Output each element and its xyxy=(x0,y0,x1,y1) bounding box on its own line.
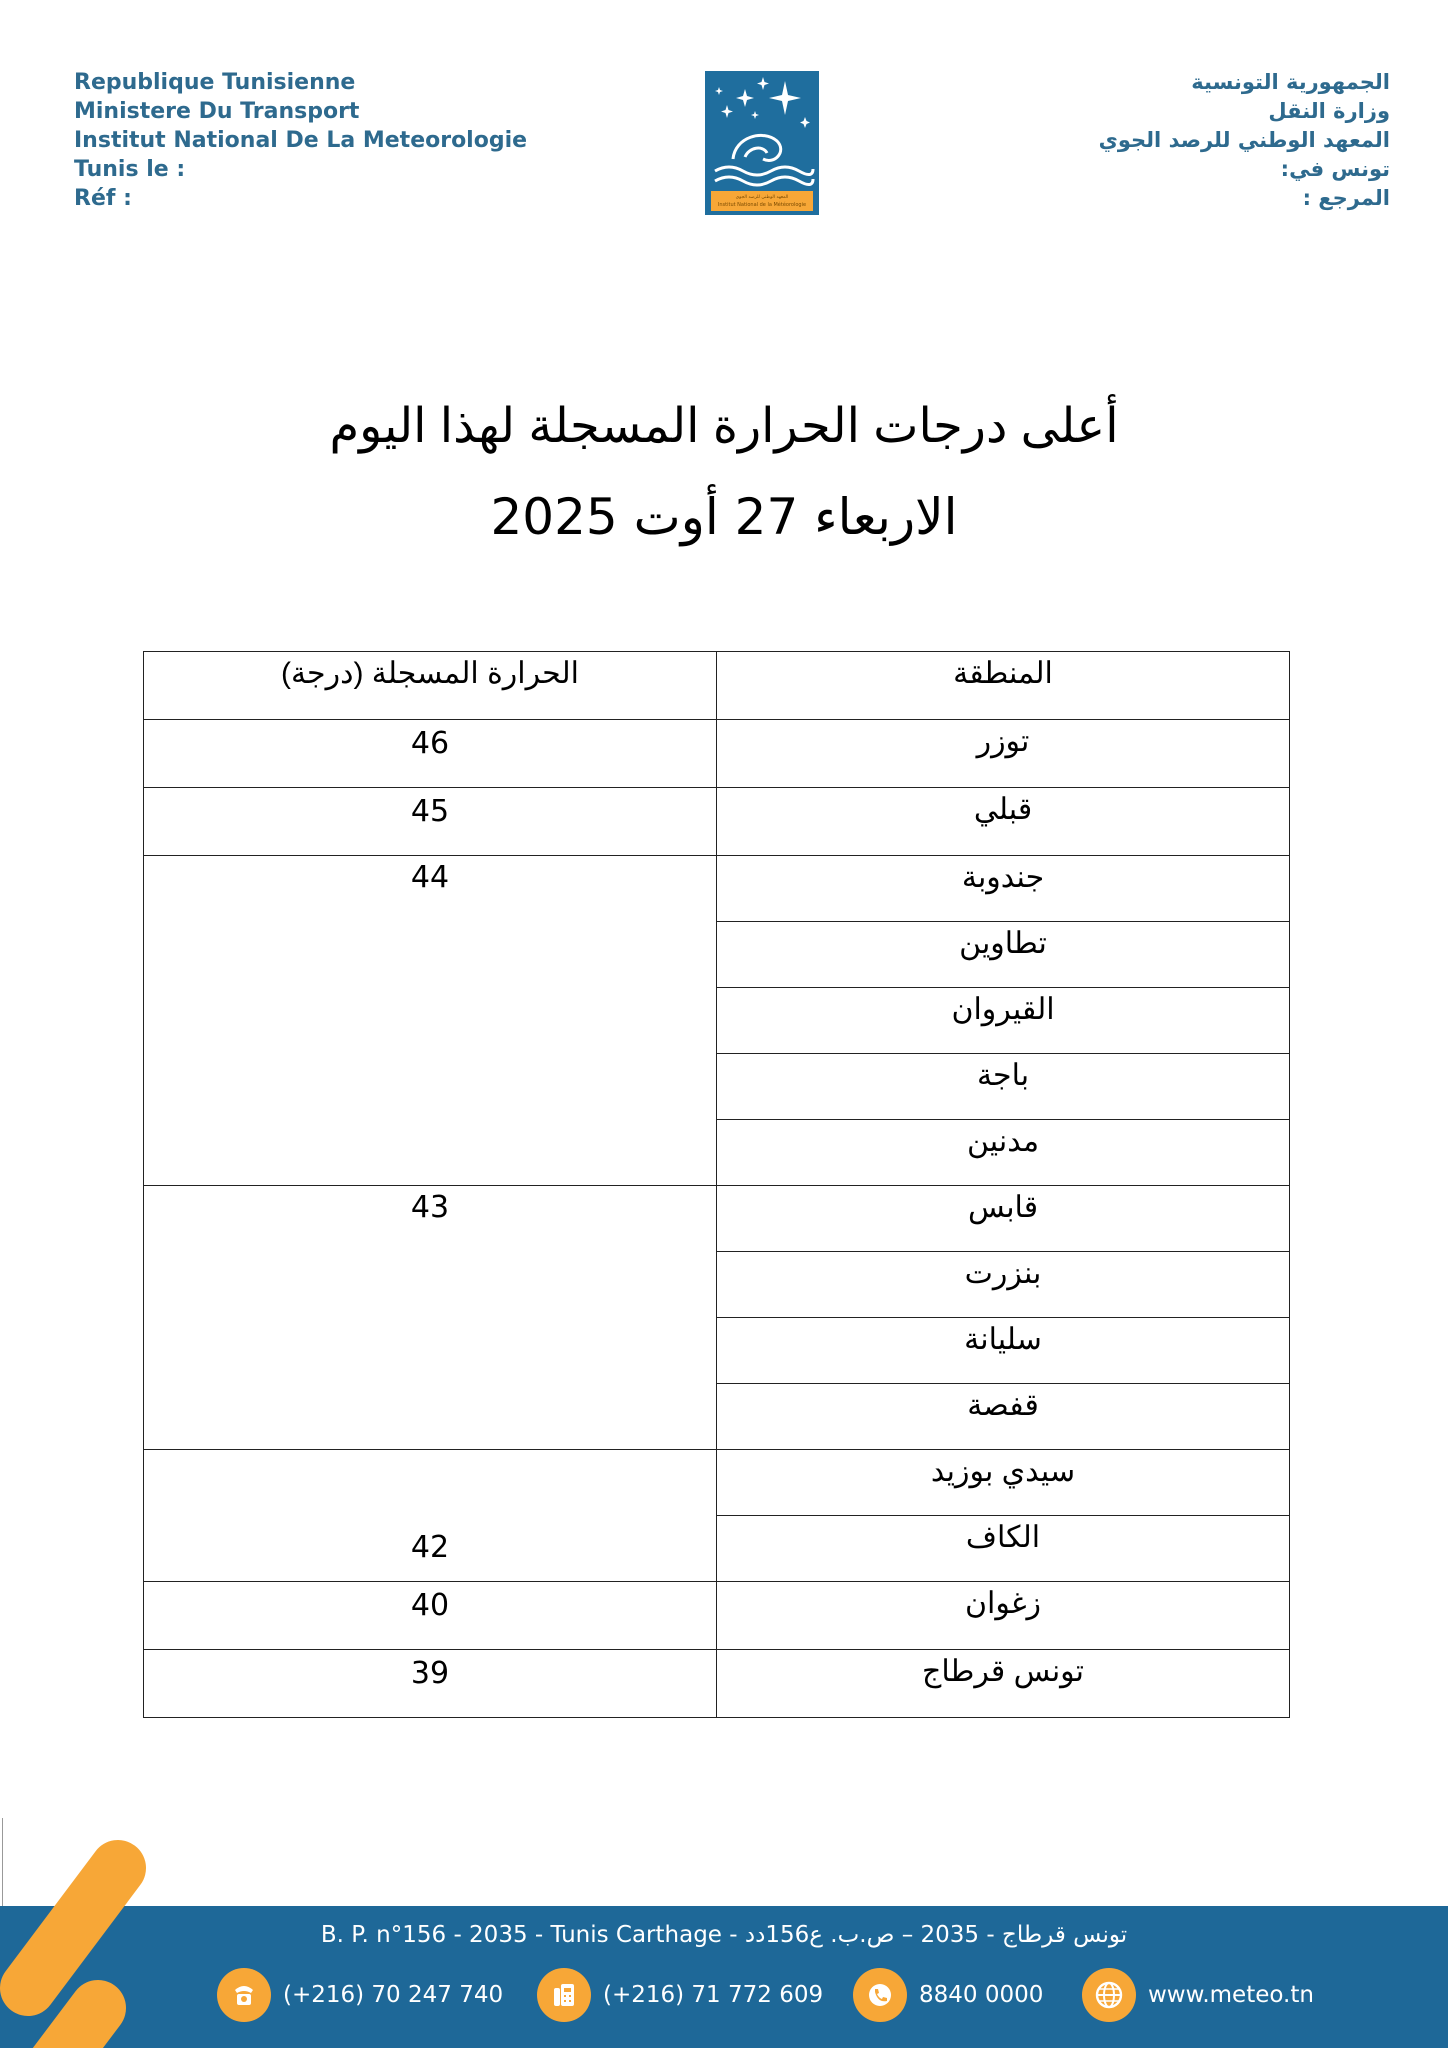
temperature-cell: 44 xyxy=(144,856,717,1186)
temperature-cell: 40 xyxy=(144,1582,717,1650)
table-row xyxy=(144,1186,1290,1252)
globe-icon xyxy=(1082,1968,1136,2022)
header-ministry-ar: وزارة النقل xyxy=(1268,99,1390,123)
temperature-cell: 42 xyxy=(144,1450,717,1582)
hotline-contact[interactable] xyxy=(853,1965,1043,2025)
header-date-label-fr: Tunis le : xyxy=(74,157,186,182)
region-cell: سليانة xyxy=(717,1318,1290,1384)
temperature-cell: 39 xyxy=(144,1650,717,1718)
region-cell: تطاوين xyxy=(717,922,1290,988)
header-region: المنطقة xyxy=(717,652,1290,720)
header-date-label-ar: تونس في: xyxy=(1280,157,1390,181)
header-country-ar: الجمهورية التونسية xyxy=(1191,70,1390,94)
table-row xyxy=(144,1582,1290,1650)
header-ref-label-ar: المرجع : xyxy=(1302,186,1390,210)
phone-number: (+216) 70 247 740 xyxy=(283,1982,504,2008)
region-cell: تونس قرطاج xyxy=(717,1650,1290,1718)
fax-contact[interactable] xyxy=(537,1965,823,2025)
region-cell: قفصة xyxy=(717,1384,1290,1450)
header-institute-fr: Institut National De La Meteorologie xyxy=(74,128,528,153)
fax-icon xyxy=(537,1968,591,2022)
temperature-table xyxy=(143,651,1290,1718)
region-cell: بنزرت xyxy=(717,1252,1290,1318)
phone-icon xyxy=(217,1968,271,2022)
region-cell: مدنين xyxy=(717,1120,1290,1186)
region-cell: جندوبة xyxy=(717,856,1290,922)
temperature-cell: 45 xyxy=(144,788,717,856)
table-header-row xyxy=(144,652,1290,720)
region-cell: الكاف xyxy=(717,1516,1290,1582)
report-date: الاربعاء 27 أوت 2025 xyxy=(490,488,958,546)
footer-address: B. P. n°156 - 2035 - Tunis Carthage - تونس قرطاج - 2035 – ص.ب. ع156دد xyxy=(320,1922,1128,1948)
region-cell: قابس xyxy=(717,1186,1290,1252)
header-institute-ar: المعهد الوطني للرصد الجوي xyxy=(1098,128,1390,152)
header-ministry-fr: Ministere Du Transport xyxy=(74,99,360,124)
region-cell: زغوان xyxy=(717,1582,1290,1650)
header-temperature: الحرارة المسجلة (درجة) xyxy=(144,652,717,720)
footer-contacts xyxy=(0,1965,1448,2025)
institute-logo xyxy=(705,71,819,215)
region-cell: سيدي بوزيد xyxy=(717,1450,1290,1516)
temperature-cell: 43 xyxy=(144,1186,717,1450)
temperature-cell: 46 xyxy=(144,720,717,788)
hotline-number: 8840 0000 xyxy=(919,1982,1044,2008)
fax-number: (+216) 71 772 609 xyxy=(603,1982,824,2008)
page-title: أعلى درجات الحرارة المسجلة لهذا اليوم xyxy=(329,400,1119,453)
logo-caption-fr: Institut National de la Météorologie xyxy=(717,202,807,208)
table-row xyxy=(144,788,1290,856)
website-url: www.meteo.tn xyxy=(1148,1982,1314,2008)
table-row xyxy=(144,1450,1290,1516)
header-country-fr: Republique Tunisienne xyxy=(74,70,356,95)
table-row xyxy=(144,720,1290,788)
region-cell: باجة xyxy=(717,1054,1290,1120)
table-row xyxy=(144,1650,1290,1718)
table-row xyxy=(144,856,1290,922)
header-ref-label-fr: Réf : xyxy=(74,186,132,211)
region-cell: القيروان xyxy=(717,988,1290,1054)
header-right xyxy=(1099,68,1390,213)
header-left xyxy=(74,68,527,213)
phone-call-icon xyxy=(853,1968,907,2022)
region-cell: توزر xyxy=(717,720,1290,788)
website-contact[interactable] xyxy=(1082,1965,1314,2025)
logo-caption-ar: المعهد الوطني للرصد الجوي xyxy=(735,195,789,200)
phone-contact[interactable] xyxy=(217,1965,503,2025)
region-cell: قبلي xyxy=(717,788,1290,856)
